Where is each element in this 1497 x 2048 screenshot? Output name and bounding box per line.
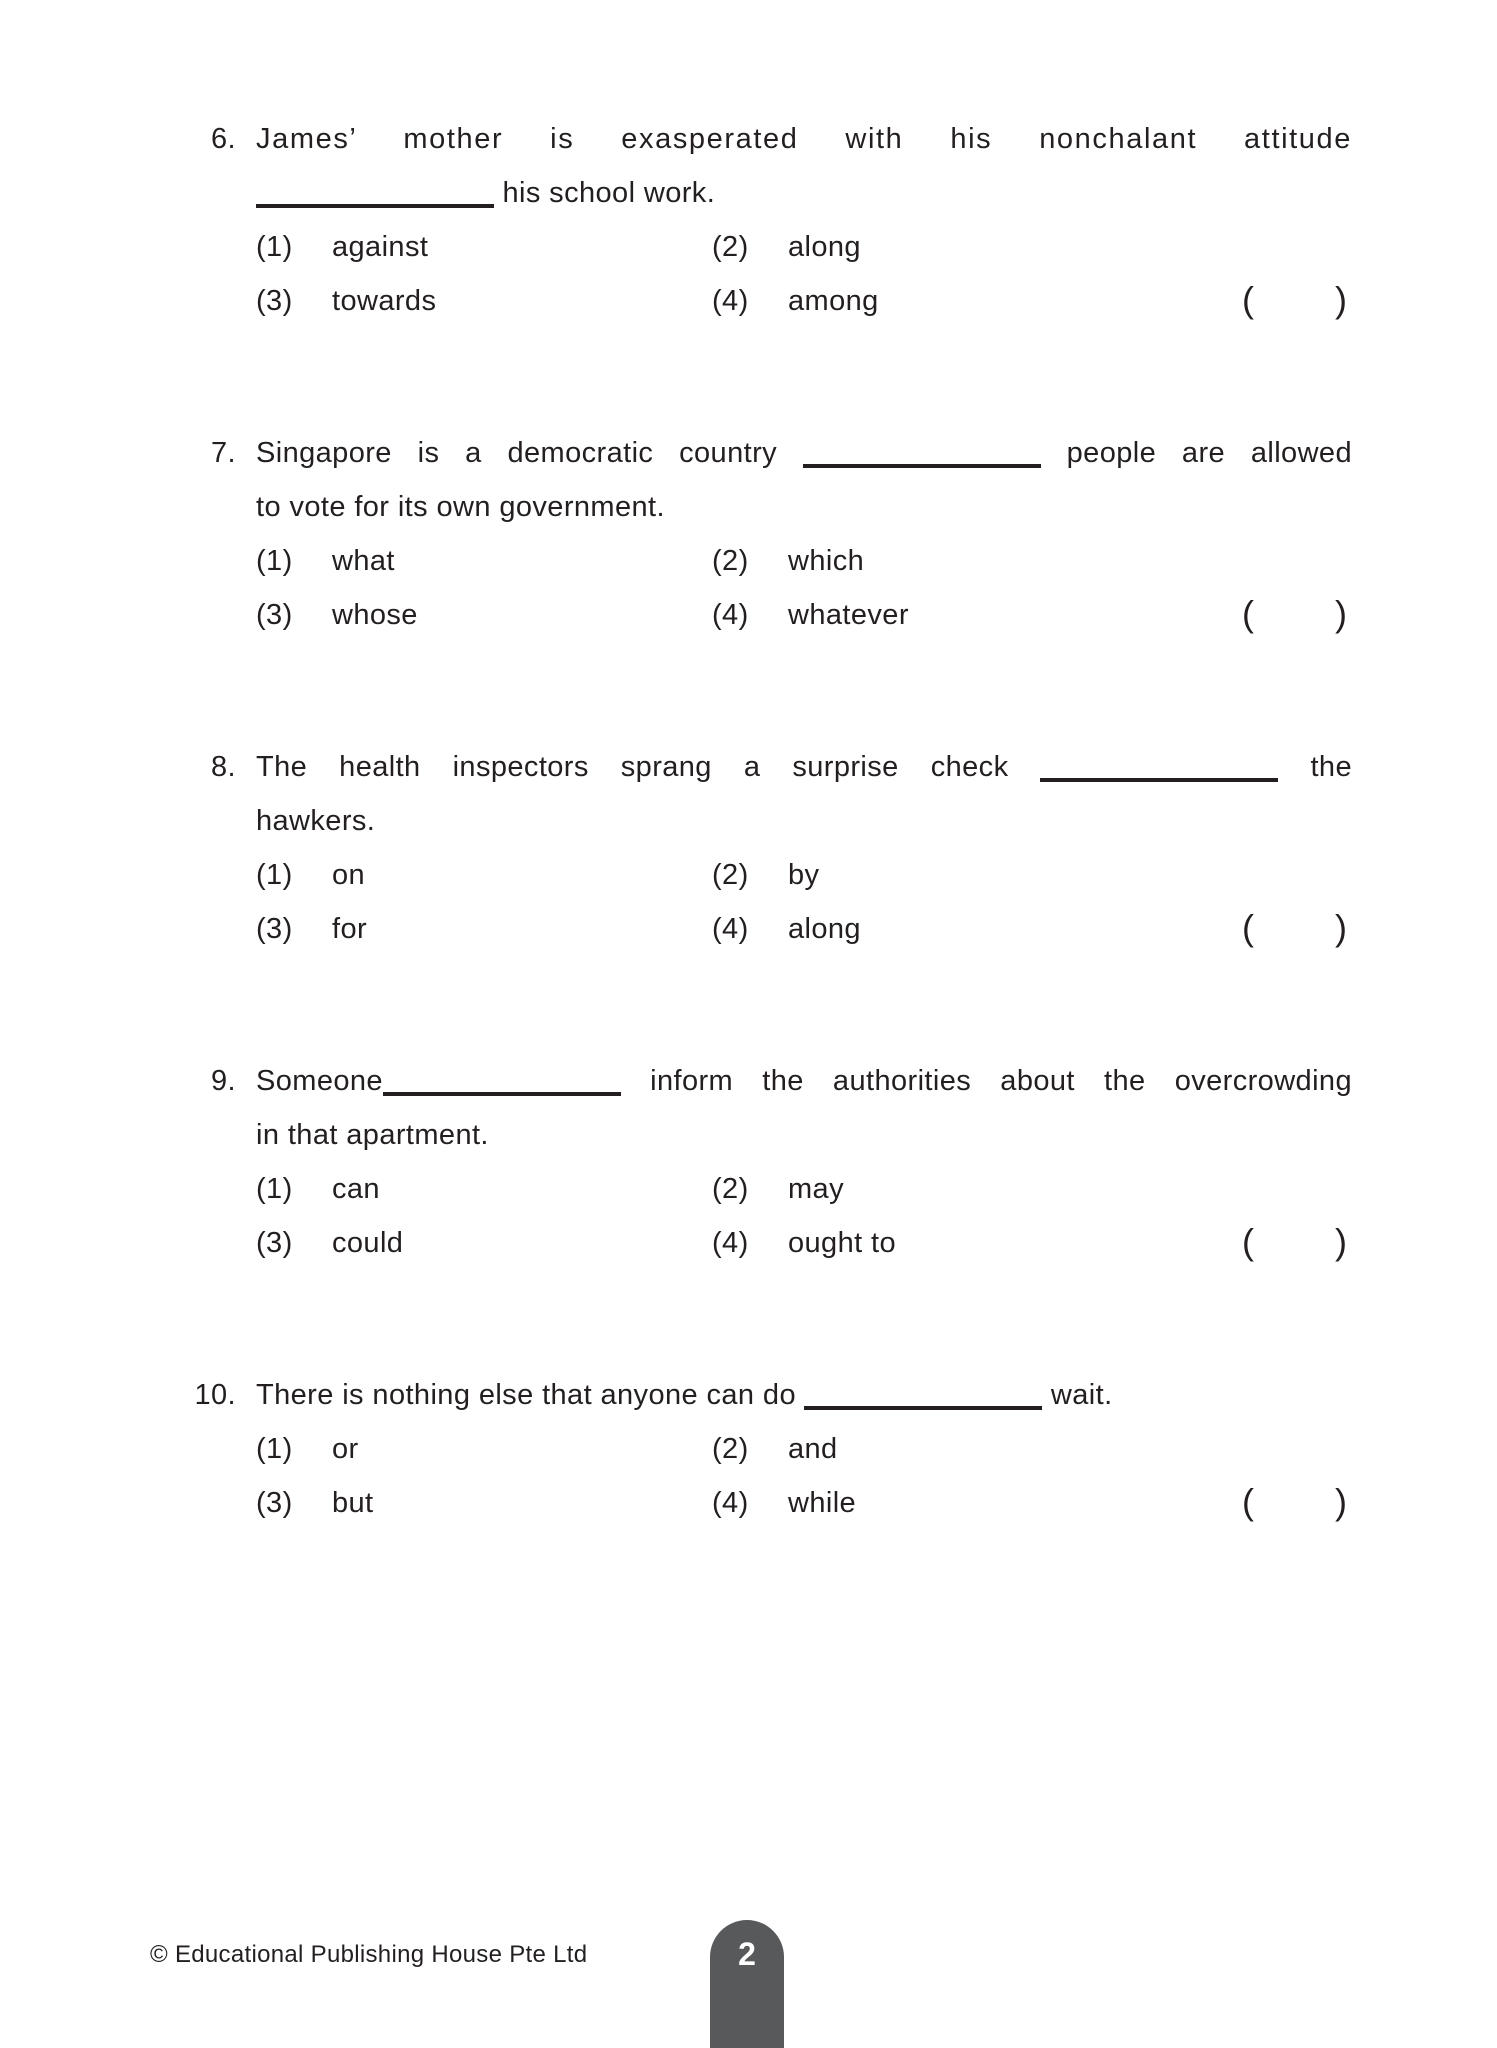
option-label: along [788,231,861,263]
option-label: on [332,859,366,891]
question-text: James’ mother is exasperated with his nonchalant attitude [256,123,1352,155]
question-text: to vote for its own government. [256,491,665,523]
option-label: or [332,1433,359,1465]
option-row [256,1476,1352,1530]
question-lines [256,1054,1352,1162]
question-number: 8. [211,751,236,783]
question [0,1054,1497,1270]
question-text: Singapore is a democratic country [256,437,803,469]
option-label: what [332,545,395,577]
question-text: There is nothing else that anyone can do [256,1379,805,1411]
option-marker: (2) [712,1173,749,1205]
question-body [256,740,1352,956]
option-label: against [332,231,429,263]
question-line [256,1108,1352,1162]
option-label: can [332,1173,380,1205]
option-row [256,1162,1352,1216]
answer-blank [256,202,494,208]
question-text: people are allowed [1040,437,1352,469]
option-row [256,848,1352,902]
open-paren: ( [1242,907,1255,948]
option-marker: (3) [256,285,293,317]
question-body [256,1368,1352,1530]
option-marker: (4) [712,1227,749,1259]
answer-blank [803,462,1041,468]
open-paren: ( [1242,279,1255,320]
question-lines [256,740,1352,848]
option-label: and [788,1433,838,1465]
option-marker: (2) [712,545,749,577]
question [0,740,1497,956]
page-number: 2 [738,1936,756,1972]
option-marker: (1) [256,1173,293,1205]
option-label: along [788,913,861,945]
option-marker: (3) [256,599,293,631]
question-number: 10. [194,1379,236,1411]
option-label: could [332,1227,404,1259]
question-body [256,426,1352,642]
question-number: 9. [211,1065,236,1097]
question-body [256,112,1352,328]
question [0,112,1497,328]
answer-blank [1040,776,1278,782]
option-label: whatever [788,599,909,631]
option-marker: (4) [712,913,749,945]
close-paren: ) [1335,279,1348,320]
option-marker: (4) [712,285,749,317]
option-rows [256,534,1352,642]
question-text: inform the authorities about the overcrowding [620,1065,1352,1097]
option-rows [256,1162,1352,1270]
option-rows [256,220,1352,328]
option-rows [256,848,1352,956]
option-rows [256,1422,1352,1530]
option-marker: (2) [712,1433,749,1465]
option-marker: (1) [256,545,293,577]
question-number: 6. [211,123,236,155]
option-row [256,220,1352,274]
question-line [256,740,1352,794]
open-paren: ( [1242,1221,1255,1262]
option-label: may [788,1173,844,1205]
question-line [256,112,1352,166]
option-row [256,588,1352,642]
option-label: for [332,913,368,945]
question [0,1368,1497,1530]
close-paren: ) [1335,1221,1348,1262]
close-paren: ) [1335,593,1348,634]
question-line [256,166,1352,220]
option-marker: (2) [712,859,749,891]
option-marker: (4) [712,1487,749,1519]
option-row [256,902,1352,956]
question-lines [256,426,1352,534]
question-body [256,1054,1352,1270]
option-marker: (1) [256,231,293,263]
question-text: wait. [1042,1379,1113,1411]
option-label: which [788,545,865,577]
option-marker: (3) [256,1487,293,1519]
question-line [256,794,1352,848]
question-text: The health inspectors sprang a surprise check [256,751,1041,783]
question-text: hawkers. [256,805,376,837]
option-marker: (4) [712,599,749,631]
open-paren: ( [1242,593,1255,634]
option-marker: (1) [256,859,293,891]
close-paren: ) [1335,1481,1348,1522]
open-paren: ( [1242,1481,1255,1522]
option-label: ought to [788,1227,897,1259]
question-line [256,426,1352,480]
question-text: in that apartment. [256,1119,489,1151]
option-row [256,534,1352,588]
option-marker: (3) [256,1227,293,1259]
close-paren: ) [1335,907,1348,948]
question [0,426,1497,642]
question-text: his school work. [494,177,716,209]
copyright-text: © Educational Publishing House Pte Ltd [150,1941,588,1968]
question-lines [256,1368,1352,1422]
option-marker: (2) [712,231,749,263]
page-number-tab [710,1920,784,2048]
option-row [256,274,1352,328]
question-number: 7. [211,437,236,469]
option-label: towards [332,285,437,317]
option-label: by [788,859,820,891]
question-text: the [1278,751,1352,783]
option-marker: (3) [256,913,293,945]
option-label: but [332,1487,374,1519]
answer-blank [383,1090,621,1096]
answer-blank [804,1404,1042,1410]
option-marker: (1) [256,1433,293,1465]
option-label: among [788,285,879,317]
question-text: Someone [256,1065,383,1097]
option-label: whose [332,599,418,631]
option-label: while [788,1487,857,1519]
option-row [256,1422,1352,1476]
question-line [256,1368,1352,1422]
option-row [256,1216,1352,1270]
question-lines [256,112,1352,220]
question-line [256,480,1352,534]
question-line [256,1054,1352,1108]
